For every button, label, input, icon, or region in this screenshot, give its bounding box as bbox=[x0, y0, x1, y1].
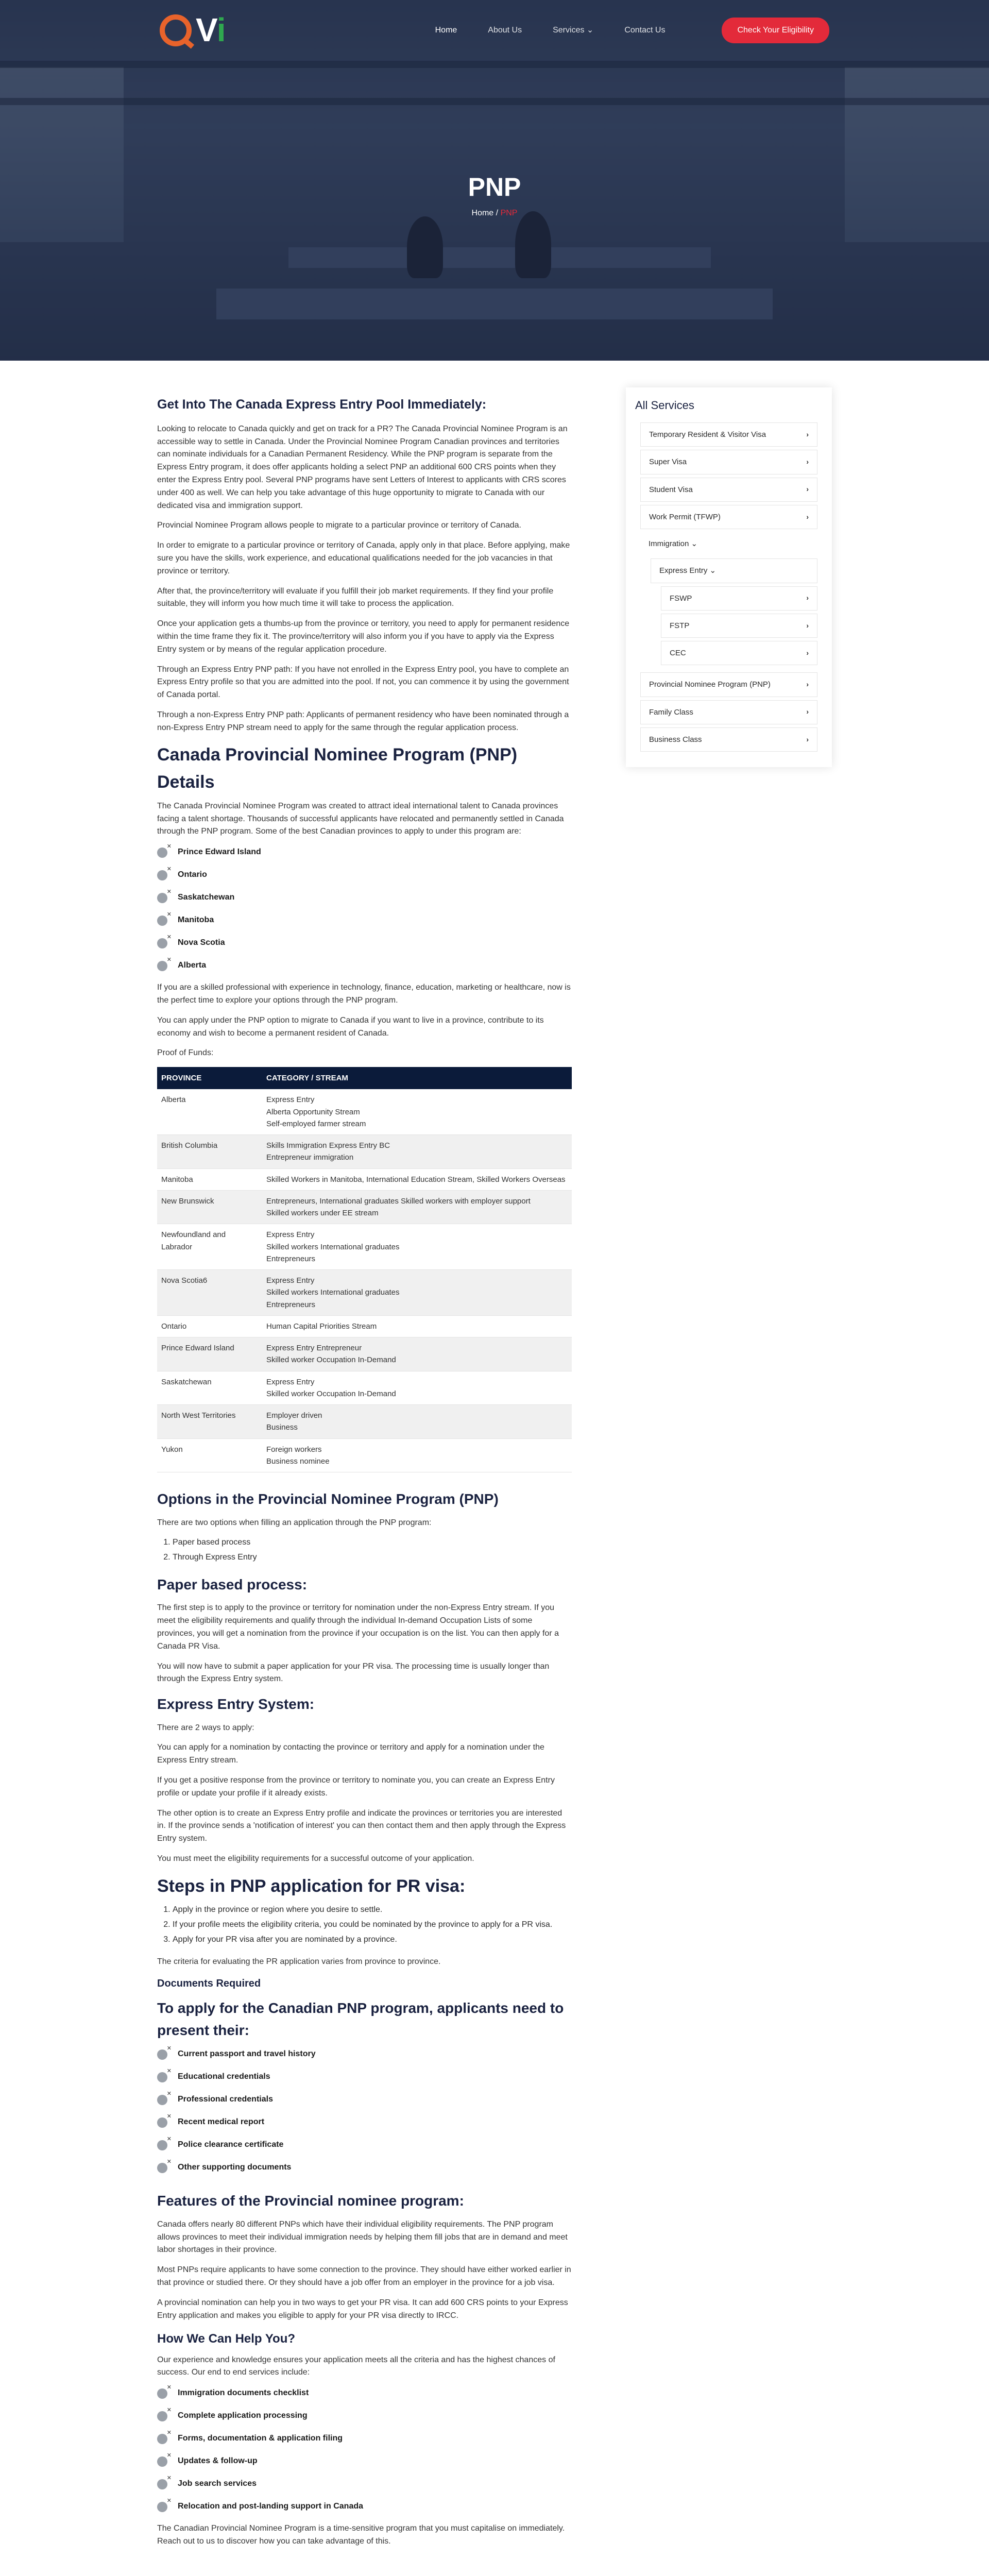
province-cell: Yukon bbox=[157, 1438, 262, 1472]
chevron-down-icon: ⌄ bbox=[586, 25, 594, 35]
column-header: CATEGORY / STREAM bbox=[262, 1067, 572, 1089]
bullet-icon bbox=[157, 2409, 170, 2422]
list-item-label: Alberta bbox=[178, 960, 207, 970]
sidebar-item-label: Work Permit (TFWP) bbox=[649, 512, 721, 521]
top-nav bbox=[0, 0, 989, 61]
breadcrumb-separator: / bbox=[496, 209, 499, 217]
sidebar-item-express-entry[interactable] bbox=[651, 558, 817, 583]
list-item-label: Saskatchewan bbox=[178, 892, 235, 902]
sidebar-item[interactable] bbox=[640, 700, 817, 724]
nav-services-label: Services bbox=[553, 25, 585, 35]
list-item-label: Nova Scotia bbox=[178, 938, 225, 947]
table-body bbox=[157, 1089, 572, 1472]
details-heading: Canada Provincial Nominee Program (PNP) Details bbox=[157, 745, 518, 792]
paragraph: You must meet the eligibility requirements for a successful outcome of your application. bbox=[157, 1854, 474, 1863]
stream-line: Skilled workers under EE stream bbox=[266, 1209, 379, 1218]
stream-line: Skilled workers International graduates bbox=[266, 1288, 400, 1297]
table-row bbox=[157, 1168, 572, 1190]
paragraph: In order to emigrate to a particular province or territory of Canada, apply only in that place. Before applying, make sure you have the skills, work experience, and educational qualifications needed for the job vacancies in that province or territory. bbox=[157, 541, 570, 575]
bullet-icon bbox=[157, 2500, 170, 2513]
list-item: 2. Through Express Entry bbox=[173, 1551, 572, 1564]
list-item bbox=[157, 2070, 572, 2083]
bullet-icon bbox=[157, 2093, 170, 2106]
stream-cell bbox=[262, 1405, 572, 1439]
table-row bbox=[157, 1405, 572, 1439]
stream-cell bbox=[262, 1438, 572, 1472]
province-cell: Saskatchewan bbox=[157, 1371, 262, 1405]
list-item-label: Immigration documents checklist bbox=[178, 2388, 309, 2397]
breadcrumb bbox=[0, 207, 989, 220]
page-title: PNP bbox=[468, 173, 521, 201]
paragraph: Looking to relocate to Canada quickly and get on track for a PR? The Canada Provincial Nominee Program is an accessible way to settle in Canada. Under the Provincial Nominee Program Canadian provinces and territories can nominate individuals for a Canadian Permanent Residency. While the PNP program is separate from the Express Entry program, it does offer applicants holding a select PNP an additional 600 CRS points when they enter the Express Entry pool. Several PNP programs have sent Letters of Interest to applicants with CRS scores under 400 as well. We can help you take advantage of this huge opportunity to migrate to Canada with our dedicated visa and immigration support. bbox=[157, 424, 568, 510]
brand-logo[interactable] bbox=[160, 5, 225, 56]
chevron-right-icon: › bbox=[806, 430, 809, 438]
list-item bbox=[157, 2047, 572, 2061]
nav-services[interactable] bbox=[553, 24, 593, 37]
closing-paragraph: The Canadian Provincial Nominee Program is a time-sensitive program that you must capitalise on immediately. Reach out to us to discover how you can take advantage of this. bbox=[157, 2524, 565, 2546]
main-content bbox=[157, 387, 572, 2555]
stream-cell bbox=[262, 1270, 572, 1316]
list-item bbox=[157, 2477, 572, 2490]
bullet-icon bbox=[157, 959, 170, 972]
chevron-right-icon: › bbox=[806, 707, 809, 716]
bullet-icon bbox=[157, 868, 170, 882]
province-cell: Prince Edward Island bbox=[157, 1337, 262, 1371]
table-row bbox=[157, 1315, 572, 1337]
list-item-label: Police clearance certificate bbox=[178, 2140, 284, 2149]
list-item-label: Manitoba bbox=[178, 915, 214, 924]
paragraph: The other option is to create an Express Entry profile and indicate the provinces or territories you are interested in. If the province sends a 'notification of interest' you can then contact them and then apply through the Express Entry system. bbox=[157, 1808, 566, 1843]
paragraph: The Canada Provincial Nominee Program was created to attract ideal international talent to Canada provinces facing a talent shortage. Thousands of successful applicants have relocated and permanently settled in Canada through the PNP program. Some of the best Canadian provinces to apply to under this program are: bbox=[157, 801, 564, 836]
province-cell: Alberta bbox=[157, 1089, 262, 1134]
paragraph: There are 2 ways to apply: bbox=[157, 1723, 254, 1732]
sidebar-item-pnp[interactable] bbox=[640, 672, 817, 697]
sidebar-item[interactable] bbox=[661, 586, 817, 611]
bullet-icon bbox=[157, 2432, 170, 2445]
bullet-icon bbox=[157, 2070, 170, 2083]
check-eligibility-button[interactable]: Check Your Eligibility bbox=[722, 18, 829, 44]
logo-v: V bbox=[196, 11, 217, 49]
stream-line: Express Entry bbox=[266, 1276, 315, 1285]
paragraph: If you get a positive response from the province or territory to nominate you, you can create an Express Entry profile or update your profile if it already exists. bbox=[157, 1775, 555, 1798]
stream-line: Express Entry bbox=[266, 1377, 315, 1386]
chevron-right-icon: › bbox=[806, 621, 809, 630]
list-item-label: Updates & follow-up bbox=[178, 2456, 258, 2465]
stream-line: Skilled worker Occupation In-Demand bbox=[266, 1355, 396, 1365]
list-item-label: Complete application processing bbox=[178, 2411, 308, 2420]
province-cell: Manitoba bbox=[157, 1168, 262, 1190]
stream-cell bbox=[262, 1371, 572, 1405]
paragraph: Through a non-Express Entry PNP path: Applicants of permanent residency who have been nominated through a non-Express Entry PNP stream need to apply for the same through the regular application process. bbox=[157, 710, 569, 732]
bullet-icon bbox=[157, 2454, 170, 2468]
help-heading: How We Can Help You? bbox=[157, 2332, 296, 2346]
sidebar-item[interactable] bbox=[661, 614, 817, 638]
chevron-right-icon: › bbox=[806, 648, 809, 657]
bullet-icon bbox=[157, 936, 170, 950]
stream-cell bbox=[262, 1168, 572, 1190]
bullet-icon bbox=[157, 2161, 170, 2174]
sidebar-item-immigration[interactable] bbox=[640, 532, 817, 555]
paragraph: Once your application gets a thumbs-up from the province or territory, you need to apply for permanent residence within the time frame they fix it. The province/territory will also inform you if you have to apply via the Express Entry system or by means of the regular application procedure. bbox=[157, 619, 570, 654]
stream-line: Alberta Opportunity Stream bbox=[266, 1107, 360, 1116]
paragraph: Our experience and knowledge ensures your application meets all the criteria and has the highest chances of success. Our end to end services include: bbox=[157, 2355, 555, 2377]
breadcrumb-current: PNP bbox=[500, 209, 518, 217]
services-list bbox=[157, 2386, 572, 2513]
chevron-right-icon: › bbox=[806, 512, 809, 521]
table-row bbox=[157, 1089, 572, 1134]
table-row bbox=[157, 1135, 572, 1169]
stream-line: Express Entry bbox=[266, 1230, 315, 1240]
stream-line: Entrepreneurs, International graduates Skilled workers with employer support bbox=[266, 1196, 531, 1206]
list-item bbox=[157, 2432, 572, 2445]
province-cell: British Columbia bbox=[157, 1135, 262, 1169]
steps-list bbox=[157, 1904, 572, 1946]
bullet-icon bbox=[157, 2477, 170, 2490]
options-list bbox=[157, 1536, 572, 1564]
logo-i: i bbox=[216, 11, 225, 49]
chevron-right-icon: › bbox=[806, 594, 809, 602]
nav-home[interactable]: Home bbox=[435, 25, 457, 35]
list-item-label: Forms, documentation & application filing bbox=[178, 2433, 343, 2443]
list-item bbox=[157, 2161, 572, 2174]
bullet-icon bbox=[157, 2115, 170, 2129]
list-item bbox=[157, 2115, 572, 2129]
province-cell: New Brunswick bbox=[157, 1190, 262, 1224]
stream-cell bbox=[262, 1135, 572, 1169]
stream-line: Skilled workers International graduates bbox=[266, 1242, 400, 1251]
list-item bbox=[157, 2138, 572, 2151]
table-header-row bbox=[157, 1067, 572, 1089]
paragraph: You can apply for a nomination by contacting the province or territory and apply for a nomination under the Express Entry stream. bbox=[157, 1743, 544, 1765]
sidebar-item-label: FSWP bbox=[670, 594, 692, 603]
sidebar-item-label: Business Class bbox=[649, 735, 702, 744]
sidebar-item-label: Provincial Nominee Program (PNP) bbox=[649, 680, 771, 689]
list-item bbox=[157, 936, 572, 950]
list-item: 1. Apply in the province or region where you desire to settle. bbox=[173, 1904, 572, 1917]
paragraph: You will now have to submit a paper application for your PR visa. The processing time is usually longer than through the Express Entry system. bbox=[157, 1662, 550, 1684]
paragraph: A provincial nomination can help you in two ways to get your PR visa. It can add 600 CRS points to your Express Entry application and makes you eligible to apply for your PR visa directly to IRCC. bbox=[157, 2298, 568, 2320]
list-item: 1. Paper based process bbox=[173, 1536, 572, 1549]
nav-about[interactable]: About Us bbox=[488, 25, 522, 35]
column-header: PROVINCE bbox=[157, 1067, 262, 1089]
stream-line: Business nominee bbox=[266, 1456, 330, 1466]
steps-heading: Steps in PNP application for PR visa: bbox=[157, 1876, 466, 1896]
paragraph: Through an Express Entry PNP path: If you have not enrolled in the Express Entry pool, you have to complete an Express Entry profile so that you are admitted into the pool. If not, you can commence it by using the government of Canada portal. bbox=[157, 665, 569, 700]
list-item bbox=[157, 868, 572, 882]
stream-line: Entrepreneurs bbox=[266, 1254, 316, 1263]
list-item: 3. Apply for your PR visa after you are nominated by a province. bbox=[173, 1934, 572, 1946]
list-item-label: Prince Edward Island bbox=[178, 847, 261, 856]
list-item-label: Current passport and travel history bbox=[178, 2049, 316, 2058]
list-item bbox=[157, 2500, 572, 2513]
stream-line: Skilled Workers in Manitoba, International Education Stream, Skilled Workers Overseas bbox=[266, 1175, 566, 1184]
province-stream-table bbox=[157, 1067, 572, 1472]
paragraph: Canada offers nearly 80 different PNPs which have their individual eligibility requirements. The PNP program allows provinces to meet their individual immigration needs by helping them fill jobs that are in demand and meet labor shortages in their province. bbox=[157, 2219, 568, 2255]
sidebar-item[interactable] bbox=[640, 450, 817, 474]
content-wrap bbox=[157, 361, 832, 2555]
stream-cell bbox=[262, 1224, 572, 1270]
paragraph: You can apply under the PNP option to migrate to Canada if you want to live in a province, contribute to its economy and wish to become a permanent resident of Canada. bbox=[157, 1015, 544, 1038]
list-item-label: Relocation and post-landing support in Canada bbox=[178, 2501, 364, 2511]
list-item: 2. If your profile meets the eligibility criteria, you could be nominated by the province to apply for a PR visa. bbox=[173, 1919, 572, 1931]
express-entry-heading: Express Entry System: bbox=[157, 1696, 315, 1713]
options-heading: Options in the Provincial Nominee Program (PNP) bbox=[157, 1491, 499, 1507]
sidebar-item-label: Express Entry bbox=[659, 566, 708, 575]
services-panel bbox=[626, 387, 832, 767]
stream-line: Skilled worker Occupation In-Demand bbox=[266, 1389, 396, 1398]
list-item-label: Recent medical report bbox=[178, 2117, 265, 2126]
list-item bbox=[157, 2454, 572, 2468]
stream-cell bbox=[262, 1315, 572, 1337]
stream-line: Business bbox=[266, 1423, 298, 1432]
chevron-right-icon: › bbox=[806, 680, 809, 689]
bullet-icon bbox=[157, 845, 170, 859]
apply-heading: To apply for the Canadian PNP program, applicants need to present their: bbox=[157, 1999, 564, 2039]
breadcrumb-home[interactable]: Home bbox=[471, 209, 494, 217]
main-menu bbox=[435, 24, 666, 37]
table-row bbox=[157, 1337, 572, 1371]
sidebar-title: All Services bbox=[635, 399, 694, 412]
list-item-label: Ontario bbox=[178, 870, 207, 879]
list-item bbox=[157, 959, 572, 972]
table-row bbox=[157, 1190, 572, 1224]
features-heading: Features of the Provincial nominee program: bbox=[157, 2193, 464, 2209]
stream-line: Self-employed farmer stream bbox=[266, 1119, 366, 1128]
paragraph: There are two options when filling an application through the PNP program: bbox=[157, 1518, 432, 1527]
sidebar-item-label: Super Visa bbox=[649, 457, 687, 467]
stream-line: Human Capital Priorities Stream bbox=[266, 1321, 377, 1331]
list-item bbox=[157, 2093, 572, 2106]
table-row bbox=[157, 1270, 572, 1316]
sidebar-item-label: CEC bbox=[670, 649, 686, 658]
list-item bbox=[157, 2409, 572, 2422]
sidebar-item[interactable] bbox=[640, 422, 817, 447]
table-row bbox=[157, 1224, 572, 1270]
chevron-right-icon: › bbox=[806, 735, 809, 743]
list-item-label: Job search services bbox=[178, 2479, 257, 2488]
sidebar bbox=[626, 387, 832, 2555]
stream-cell bbox=[262, 1089, 572, 1134]
province-cell: Nova Scotia6 bbox=[157, 1270, 262, 1316]
list-item-label: Educational credentials bbox=[178, 2072, 270, 2081]
hero-banner bbox=[0, 0, 989, 361]
sidebar-item[interactable] bbox=[640, 478, 817, 502]
stream-line: Express Entry bbox=[266, 1095, 315, 1105]
province-cell: Ontario bbox=[157, 1315, 262, 1337]
bullet-icon bbox=[157, 913, 170, 927]
chevron-right-icon: › bbox=[806, 457, 809, 466]
list-item bbox=[157, 845, 572, 859]
list-item bbox=[157, 2386, 572, 2400]
bullet-icon bbox=[157, 891, 170, 904]
sidebar-item-label: Student Visa bbox=[649, 485, 693, 494]
bullet-icon bbox=[157, 2138, 170, 2151]
province-cell: Newfoundland and Labrador bbox=[157, 1224, 262, 1270]
paragraph: The first step is to apply to the province or territory for nomination under the non-Express Entry stream. If you meet the eligibility requirements and qualify through the individual In-demand Occupation Lists of some provinces, you will get a nomination from the province if your occupation is on the list. You can then apply for a Canada PR Visa. bbox=[157, 1603, 559, 1651]
province-cell: North West Territories bbox=[157, 1405, 262, 1439]
sidebar-item-label: Immigration bbox=[649, 539, 689, 549]
intro-heading: Get Into The Canada Express Entry Pool Immediately: bbox=[157, 397, 487, 412]
list-item-label: Other supporting documents bbox=[178, 2163, 292, 2172]
sidebar-item[interactable] bbox=[661, 641, 817, 665]
chevron-right-icon: › bbox=[806, 485, 809, 494]
paragraph: After that, the province/territory will evaluate if you fulfill their job market requirements. If they find your profile suitable, they will inform you how much time it will take to process the application. bbox=[157, 586, 554, 608]
stream-line: Entrepreneurs bbox=[266, 1300, 316, 1309]
province-list bbox=[157, 845, 572, 972]
chevron-down-icon: ⌄ bbox=[691, 539, 698, 549]
paragraph: Proof of Funds: bbox=[157, 1048, 214, 1058]
list-item-label: Professional credentials bbox=[178, 2095, 273, 2104]
documents-list bbox=[157, 2047, 572, 2174]
paragraph: Provincial Nominee Program allows people to migrate to a particular province or territory of Canada. bbox=[157, 521, 521, 530]
sidebar-item-label: Family Class bbox=[649, 707, 693, 717]
stream-line: Employer driven bbox=[266, 1411, 322, 1420]
stream-line: Entrepreneur immigration bbox=[266, 1153, 354, 1162]
nav-contact[interactable]: Contact Us bbox=[624, 25, 666, 35]
bullet-icon bbox=[157, 2386, 170, 2400]
paragraph: Most PNPs require applicants to have some connection to the province. They should have either worked earlier in that province or studied there. Or they should have a job offer from an employer in the province for a job visa. bbox=[157, 2265, 571, 2287]
sidebar-item[interactable] bbox=[640, 505, 817, 529]
stream-line: Foreign workers bbox=[266, 1445, 322, 1454]
stream-line: Skills Immigration Express Entry BC bbox=[266, 1141, 390, 1150]
paragraph: If you are a skilled professional with experience in technology, finance, education, marketing or healthcare, now is the perfect time to explore your options through the PNP program. bbox=[157, 983, 571, 1005]
sidebar-item-label: FSTP bbox=[670, 621, 690, 630]
sidebar-item-label: Temporary Resident & Visitor Visa bbox=[649, 430, 766, 439]
paper-heading: Paper based process: bbox=[157, 1577, 308, 1593]
bullet-icon bbox=[157, 2047, 170, 2061]
paragraph: The criteria for evaluating the PR application varies from province to province. bbox=[157, 1957, 441, 1966]
table-row bbox=[157, 1371, 572, 1405]
stream-cell bbox=[262, 1190, 572, 1224]
stream-line: Express Entry Entrepreneur bbox=[266, 1344, 362, 1353]
logo-q-mark bbox=[160, 14, 192, 46]
sidebar-item[interactable] bbox=[640, 727, 817, 752]
documents-heading: Documents Required bbox=[157, 1977, 261, 1989]
stream-cell bbox=[262, 1337, 572, 1371]
table-row bbox=[157, 1438, 572, 1472]
list-item bbox=[157, 913, 572, 927]
list-item bbox=[157, 891, 572, 904]
chevron-down-icon: ⌄ bbox=[709, 566, 717, 575]
